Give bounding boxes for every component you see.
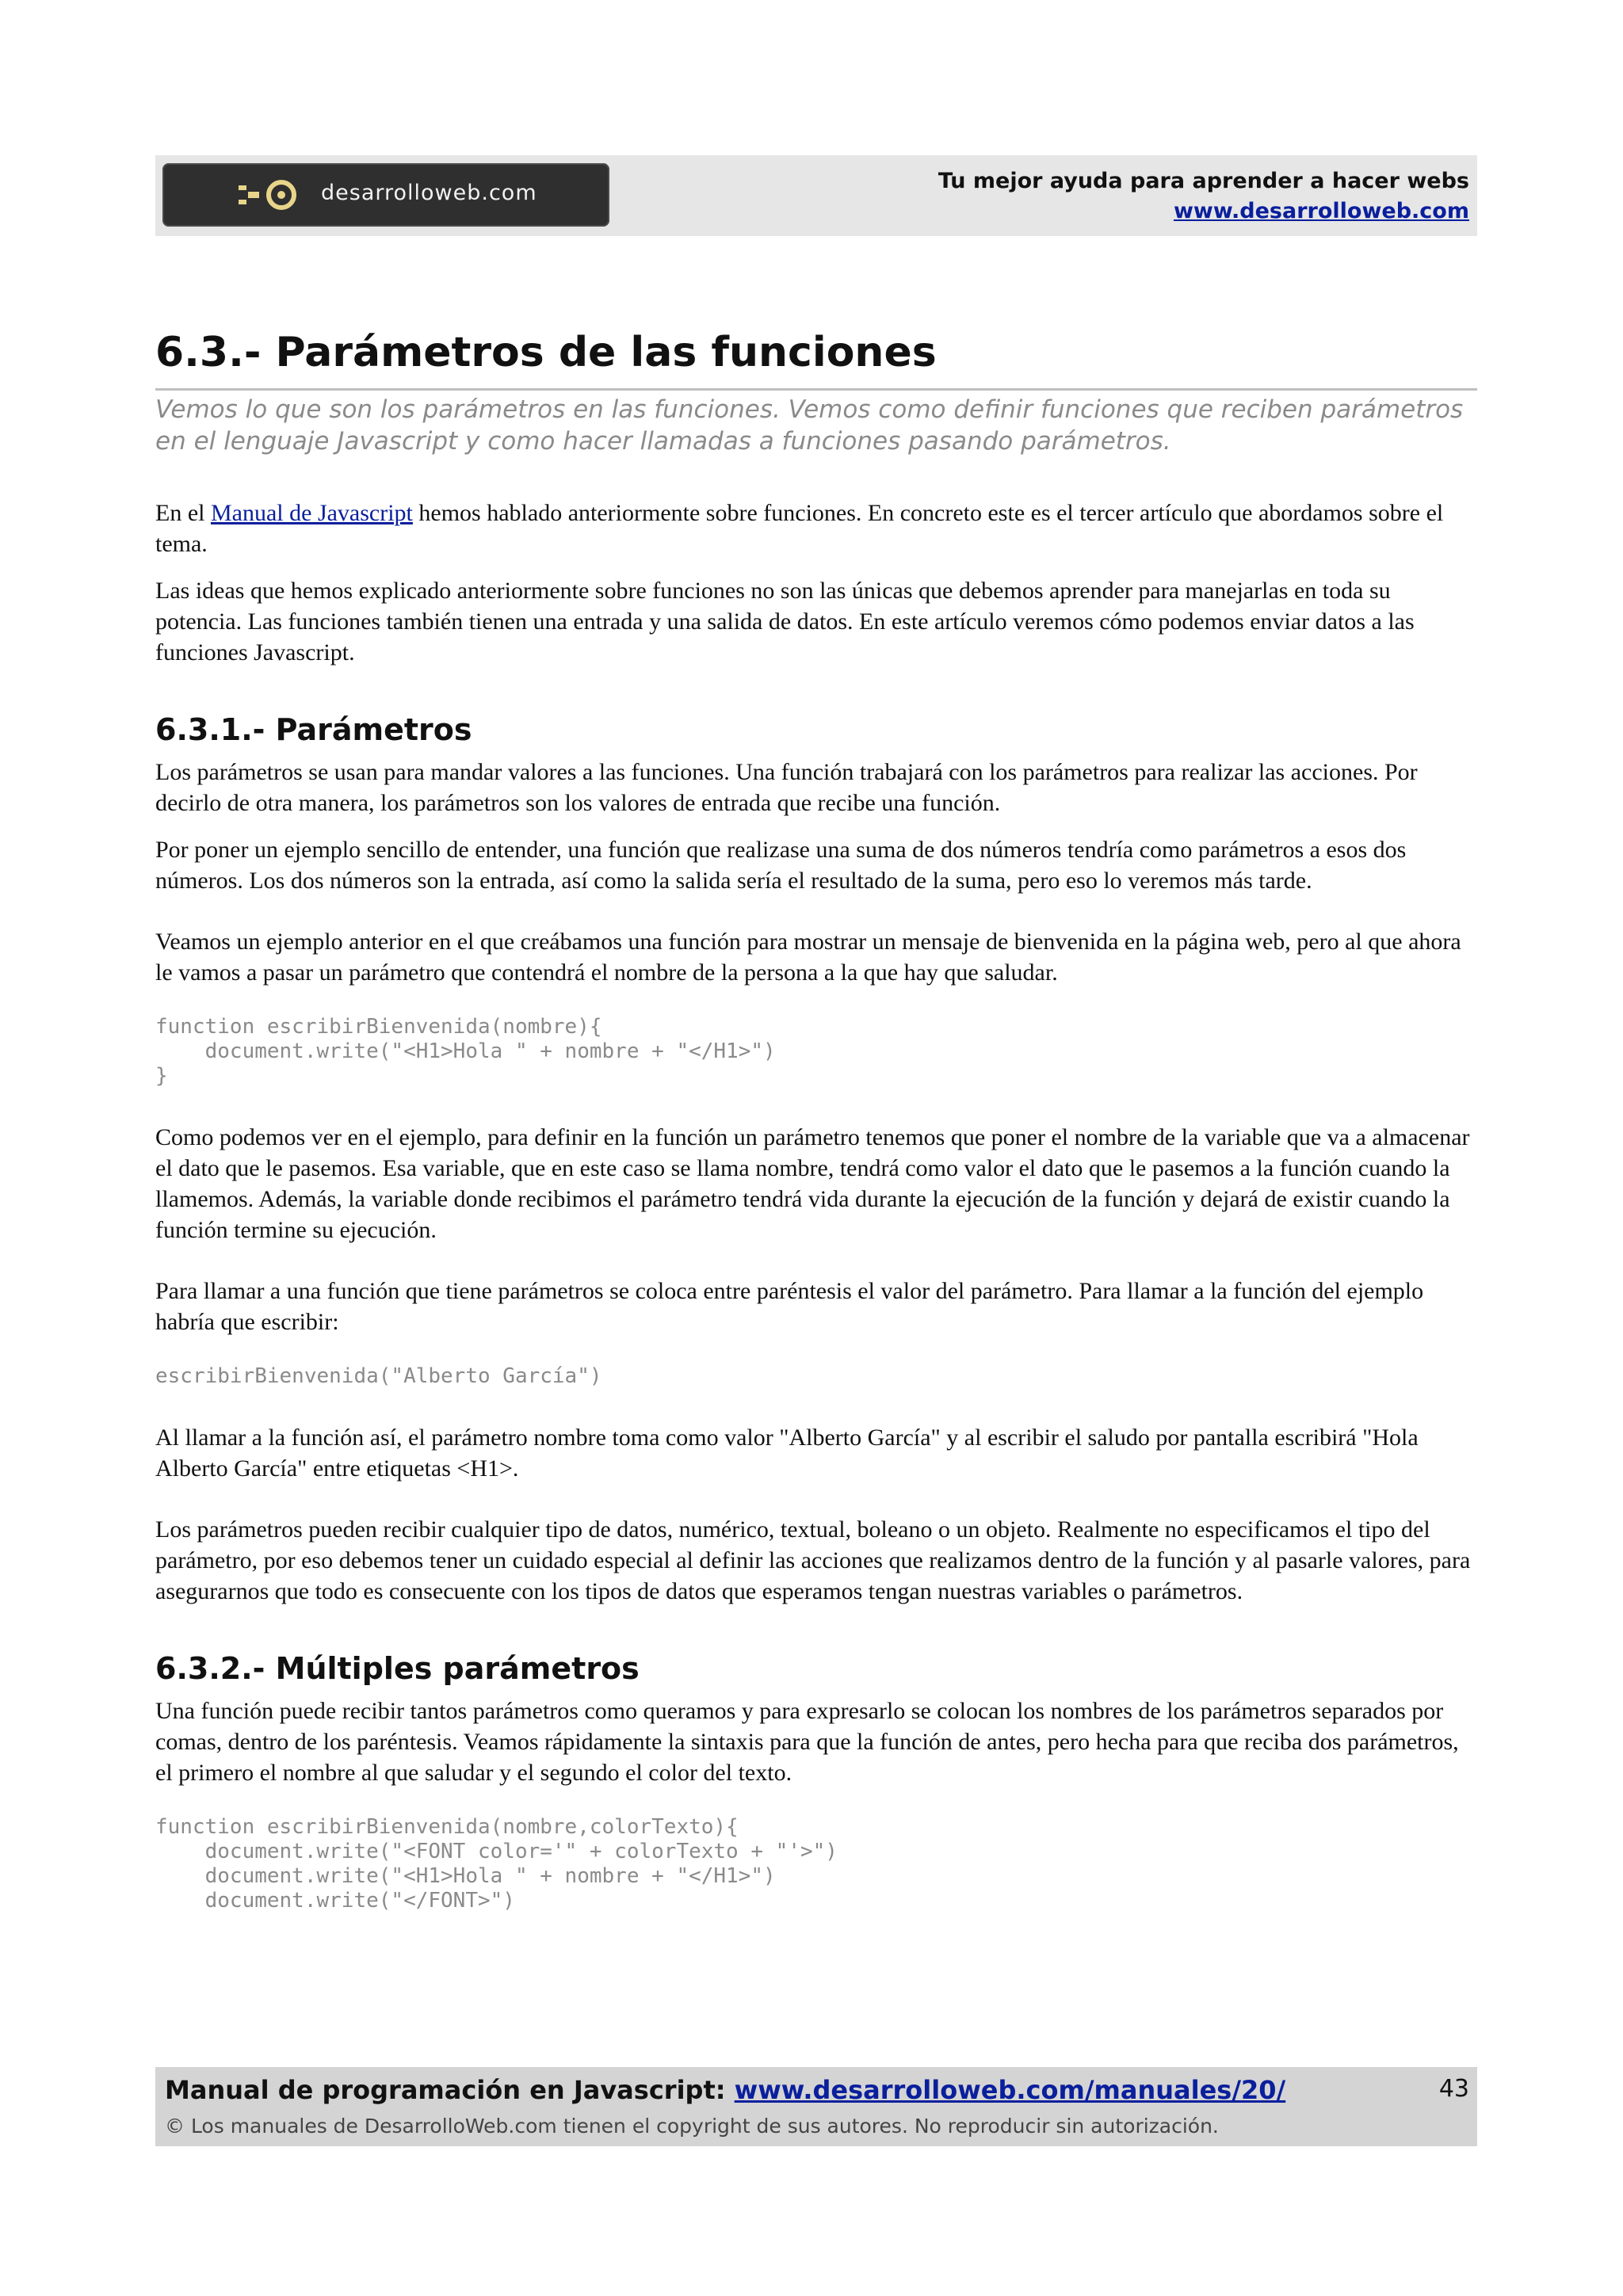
page-footer xyxy=(155,2067,1477,2146)
code-block-1: function escribirBienvenida(nombre){ document.write("<H1>Hola " + nombre + "</H1>") } xyxy=(155,1015,776,1088)
header-tagline: Tu mejor ayuda para aprender a hacer webs xyxy=(938,169,1469,193)
page-subtitle: Vemos lo que son los parámetros en las funciones. Vemos como definir funciones que reciben parámetros en el lenguaje Javascript y como hacer llamadas a funciones pasando parámetros. xyxy=(155,395,1464,456)
section1-paragraph-7: Los parámetros pueden recibir cualquier tipo de datos, numérico, textual, boleano o un objeto. Realmente no especificamos el tipo del parámetro, por eso debemos tener un cuidado especial al definir las acciones que realizamos dentro de la función y al pasarle valores, para asegurarnos que todo es consecuente con los tipos de datos que esperamos tengan nuestras variables o parámetros. xyxy=(155,1516,1471,1604)
section2-paragraph-1: Una función puede recibir tantos parámetros como queramos y para expresarlo se colocan los nombres de los parámetros separados por comas, dentro de los paréntesis. Veamos rápidamente la sintaxis para que la función de antes, pero hecha para que reciba dos parámetros, el primero el nombre al que saludar y el segundo el color del texto. xyxy=(155,1698,1459,1786)
section1-paragraph-1: Los parámetros se usan para mandar valores a las funciones. Una función trabajará con los parámetros para realizar las acciones. Por decirlo de otra manera, los parámetros son los valores de entrada que recibe una función. xyxy=(155,759,1418,816)
footer-manual-label: Manual de programación en Javascript: xyxy=(165,2075,726,2105)
page-header xyxy=(155,155,1477,236)
section1-paragraph-6: Al llamar a la función así, el parámetro nombre toma como valor "Alberto García" y al escribir el saludo por pantalla escribirá "Hola Alberto García" entre etiquetas <H1>. xyxy=(155,1425,1419,1482)
footer-manual-link[interactable]: www.desarrolloweb.com/manuales/20/ xyxy=(734,2075,1286,2105)
intro-paragraph-1 xyxy=(155,498,1477,559)
section-heading-parametros: 6.3.1.- Parámetros xyxy=(155,712,472,747)
code-block-2: escribirBienvenida("Alberto García") xyxy=(155,1364,602,1388)
section1-paragraph-2: Por poner un ejemplo sencillo de entender, una función que realizase una suma de dos números tendría como parámetros a esos dos números. Los dos números son la entrada, así como la salida sería el resultado de la suma, pero eso lo veremos más tarde. xyxy=(155,837,1407,894)
footer-copyright: © Los manuales de DesarrolloWeb.com tienen el copyright de sus autores. No reproducir sin autorización. xyxy=(165,2115,1219,2138)
footer-manual-line xyxy=(165,2075,1285,2105)
section1-paragraph-5: Para llamar a una función que tiene parámetros se coloca entre paréntesis el valor del parámetro. Para llamar a la función del ejemplo habría que escribir: xyxy=(155,1278,1424,1335)
header-right xyxy=(938,166,1469,227)
section-heading-multiples: 6.3.2.- Múltiples parámetros xyxy=(155,1651,640,1686)
intro-text-after: hemos hablado anteriormente sobre funciones. En concreto este es el tercer artículo que abordamos sobre el tema. xyxy=(155,500,1444,557)
logo-text: desarrolloweb.com xyxy=(321,181,537,205)
page-number: 43 xyxy=(1438,2075,1469,2103)
main-content xyxy=(155,498,1477,1913)
logo-mark-icon xyxy=(235,179,307,211)
manual-javascript-link[interactable]: Manual de Javascript xyxy=(210,500,413,526)
header-site-link[interactable]: www.desarrolloweb.com xyxy=(1173,199,1469,223)
intro-paragraph-2: Las ideas que hemos explicado anteriormente sobre funciones no son las únicas que debemos aprender para manejarlas en toda su potencia. Las funciones también tienen una entrada y una salida de datos. En este artículo veremos cómo podemos enviar datos a las funciones Javascript. xyxy=(155,578,1415,666)
section1-paragraph-4: Como podemos ver en el ejemplo, para definir en la función un parámetro tenemos que poner el nombre de la variable que va a almacenar el dato que le pasemos. Esa variable, que en este caso se llama nombre, tendrá como valor el dato que le pasemos a la función cuando la llamemos. Además, la variable donde recibimos el parámetro tendrá vida durante la ejecución de la función y dejará de existir cuando la función termine su ejecución. xyxy=(155,1124,1470,1243)
page-title: 6.3.- Parámetros de las funciones xyxy=(155,323,1477,391)
intro-text-before: En el xyxy=(155,500,211,526)
site-logo[interactable] xyxy=(162,163,609,227)
code-block-3: function escribirBienvenida(nombre,colorTexto){ document.write("<FONT color='" + colorTexto + "'>") document.write("<H1>Hola " + nombre + "</H1>") document.write("</FONT>") xyxy=(155,1815,838,1913)
section1-paragraph-3: Veamos un ejemplo anterior en el que creábamos una función para mostrar un mensaje de bienvenida en la página web, pero al que ahora le vamos a pasar un parámetro que contendrá el nombre de la persona a la que hay que saludar. xyxy=(155,929,1461,986)
